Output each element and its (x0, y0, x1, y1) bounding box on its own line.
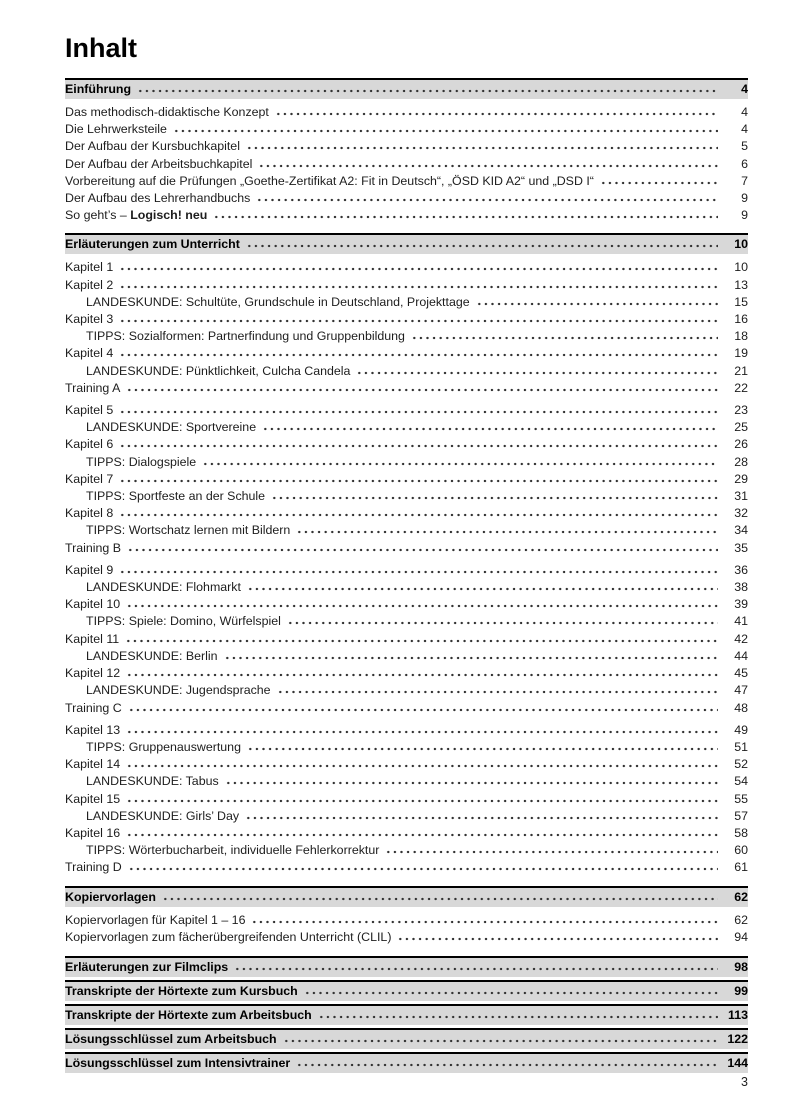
dotted-leader (397, 937, 718, 941)
dotted-leader (356, 371, 718, 375)
toc-entry-label: Training C (65, 700, 122, 715)
toc-entry-label: LANDESKUNDE: Girls’ Day (86, 808, 240, 823)
dotted-leader (126, 799, 718, 803)
toc-entry-page: 48 (734, 700, 748, 715)
toc-entry (65, 454, 748, 471)
toc-entry-label: Kapitel 10 (65, 597, 121, 612)
dotted-leader (119, 267, 718, 271)
toc-entry (65, 436, 748, 453)
toc-entry-page: 18 (734, 329, 748, 344)
toc-entry-label: TIPPS: Wortschatz lernen mit Bildern (86, 523, 291, 538)
toc-entry-page: 10 (734, 237, 748, 252)
toc-entry-page: 28 (734, 454, 748, 469)
toc-entry-label: So geht’s – (65, 208, 131, 223)
toc-entry-label: Der Aufbau der Arbeitsbuchkapitel (65, 156, 253, 171)
dotted-leader (385, 850, 718, 854)
toc-entry-label: Kapitel 2 (65, 277, 114, 292)
toc-entry (65, 311, 748, 328)
dotted-leader (137, 89, 718, 93)
dotted-leader (304, 991, 718, 995)
dotted-leader (246, 244, 718, 248)
toc-entry-page: 21 (734, 363, 748, 378)
dotted-leader (600, 181, 718, 185)
toc-entry (65, 207, 748, 224)
dotted-leader (119, 410, 718, 414)
toc-entry-page: 60 (734, 843, 748, 858)
toc-entry (65, 912, 748, 929)
toc-section-header (65, 1004, 748, 1025)
toc-group (65, 233, 748, 397)
toc-group (65, 78, 748, 224)
toc-entry-page: 47 (734, 683, 748, 698)
toc-entry-page: 26 (734, 437, 748, 452)
toc-entry-label: Das methodisch-didaktische Konzept (65, 105, 269, 119)
toc-entry-label: Kapitel 7 (65, 471, 114, 486)
toc-section-header (65, 1028, 748, 1049)
toc-entry (65, 700, 748, 717)
toc-entry (65, 363, 748, 380)
toc-entry (65, 380, 748, 397)
dotted-leader (277, 690, 718, 694)
toc-entry-page: 4 (741, 105, 748, 119)
dotted-leader (162, 897, 718, 901)
dotted-leader (126, 604, 718, 608)
toc-entry-label: LANDESKUNDE: Berlin (86, 648, 218, 663)
dotted-leader (126, 673, 718, 677)
toc-entry-label: Lösungsschlüssel zum Arbeitsbuch (65, 1031, 277, 1046)
toc-entry-label: Training D (65, 860, 122, 875)
dotted-leader (271, 496, 718, 500)
dotted-leader (119, 285, 718, 289)
toc-entry-page: 49 (734, 722, 748, 737)
toc-group (65, 886, 748, 946)
toc-entry-label: Kapitel 16 (65, 825, 121, 840)
toc-section-header (65, 980, 748, 1001)
toc-entry-label: Kapitel 9 (65, 562, 114, 577)
toc-entry-label: Kopiervorlagen für Kapitel 1 – 16 (65, 912, 246, 927)
dotted-leader (256, 198, 718, 202)
toc-entry-page: 29 (734, 471, 748, 486)
toc-entry-label: Kapitel 13 (65, 722, 121, 737)
toc-entry (65, 104, 748, 121)
toc-entry (65, 631, 748, 648)
toc-entry-page: 15 (734, 294, 748, 309)
toc-entry-page: 45 (734, 666, 748, 681)
toc-entry (65, 596, 748, 613)
toc-entry-page: 62 (734, 912, 748, 927)
dotted-leader (262, 427, 718, 431)
toc-entry-page: 122 (727, 1031, 748, 1046)
dotted-leader (318, 1015, 718, 1019)
toc-entry-page: 9 (741, 208, 748, 223)
toc-group (65, 562, 748, 717)
toc-entry-page: 61 (734, 860, 748, 875)
toc-entry (65, 722, 748, 739)
dotted-leader (476, 302, 718, 306)
toc-entry-page: 16 (734, 312, 748, 327)
toc-entry (65, 540, 748, 557)
toc-entry (65, 613, 748, 630)
toc-entry-label: LANDESKUNDE: Flohmarkt (86, 580, 241, 595)
toc-entry-label-bold: Logisch! neu (130, 208, 208, 223)
toc-section-header (65, 956, 748, 977)
dotted-leader (126, 388, 718, 392)
toc-entry (65, 808, 748, 825)
toc-entry (65, 825, 748, 842)
page-title: Inhalt (65, 33, 137, 63)
toc-entry (65, 682, 748, 699)
toc-entry-label: Training B (65, 540, 122, 555)
toc-entry-page: 39 (734, 597, 748, 612)
toc-entry-page: 10 (734, 260, 748, 275)
dotted-leader (275, 112, 718, 116)
toc-entry (65, 294, 748, 311)
toc-entry-label: TIPPS: Sozialformen: Partnerfindung und Gruppenbildung (86, 329, 405, 344)
toc-entry-page: 6 (741, 156, 748, 171)
toc-entry-page: 62 (734, 889, 748, 904)
dotted-leader (224, 656, 718, 660)
dotted-leader (119, 513, 718, 517)
toc-entry-page: 32 (734, 506, 748, 521)
toc-entry (65, 505, 748, 522)
toc-entry-label: Kapitel 15 (65, 791, 121, 806)
toc-entry-label: Transkripte der Hörtexte zum Kursbuch (65, 983, 298, 998)
toc-entry-label: Training A (65, 380, 121, 395)
toc-entry-page: 9 (741, 191, 748, 206)
dotted-leader (173, 129, 718, 133)
toc-entry (65, 259, 748, 276)
toc-entry (65, 345, 748, 362)
toc-entry-label: Transkripte der Hörtexte zum Arbeitsbuch (65, 1007, 312, 1022)
toc-entry-label: Erläuterungen zum Unterricht (65, 237, 240, 252)
toc-entry (65, 156, 748, 173)
dotted-leader (411, 336, 718, 340)
toc-entry (65, 579, 748, 596)
toc-entry-label: TIPPS: Dialogspiele (86, 454, 197, 469)
dotted-leader (296, 1063, 718, 1067)
page-number: 3 (741, 1075, 748, 1089)
toc-entry (65, 471, 748, 488)
toc-section-header (65, 886, 748, 907)
toc-content (65, 33, 748, 1073)
toc-section-header (65, 78, 748, 99)
toc-entry-label: LANDESKUNDE: Schultüte, Grundschule in Deutschland, Projekttage (86, 294, 470, 309)
toc-entry (65, 773, 748, 790)
toc-entry (65, 277, 748, 294)
toc-entry-page: 34 (734, 523, 748, 538)
toc-entry-page: 44 (734, 648, 748, 663)
toc-entry (65, 121, 748, 138)
dotted-leader (247, 747, 718, 751)
toc-entry-label: Kapitel 6 (65, 437, 114, 452)
toc-entry-label: Kapitel 14 (65, 757, 121, 772)
toc-entry (65, 522, 748, 539)
toc-entry-label: Die Lehrwerksteile (65, 122, 167, 137)
toc-entry-page: 25 (734, 420, 748, 435)
toc-entry (65, 859, 748, 876)
toc-entry-label: Erläuterungen zur Filmclips (65, 959, 229, 974)
toc-entry-label: Vorbereitung auf die Prüfungen „Goethe-Zertifikat A2: Fit in Deutsch“, „ÖSD KID A2“ und „DSD I“ (65, 173, 594, 188)
toc-entry (65, 328, 748, 345)
toc-group (65, 722, 748, 877)
dotted-leader (119, 353, 718, 357)
toc-entry-label: Kapitel 1 (65, 260, 114, 275)
toc-entry-page: 113 (728, 1007, 748, 1022)
toc-entry (65, 791, 748, 808)
toc-entry-page: 52 (734, 757, 748, 772)
toc-entry-label: LANDESKUNDE: Pünktlichkeit, Culcha Candela (86, 363, 351, 378)
toc-entry-page: 51 (734, 739, 748, 754)
dotted-leader (202, 462, 718, 466)
toc-group (65, 956, 748, 977)
dotted-leader (225, 781, 718, 785)
toc-entry-label: Kapitel 5 (65, 403, 114, 418)
toc-entry (65, 419, 748, 436)
toc-group (65, 1028, 748, 1049)
toc-entry-label: Kopiervorlagen (65, 889, 156, 904)
dotted-leader (296, 530, 718, 534)
dotted-leader (251, 920, 718, 924)
dotted-leader (213, 215, 718, 219)
dotted-leader (246, 146, 718, 150)
toc-entry-page: 4 (741, 122, 748, 137)
toc-entry-page: 144 (727, 1055, 748, 1070)
toc-entry (65, 190, 748, 207)
dotted-leader (127, 548, 718, 552)
toc-entry-label: Kopiervorlagen zum fächerübergreifenden Unterricht (CLIL) (65, 929, 392, 944)
toc-entry-page: 42 (734, 631, 748, 646)
toc-entry-label: Kapitel 4 (65, 346, 114, 361)
dotted-leader (126, 833, 718, 837)
toc-entry (65, 665, 748, 682)
toc-entry-label: TIPPS: Spiele: Domino, Würfelspiel (86, 614, 281, 629)
toc-entry-page: 5 (741, 139, 748, 154)
toc-entry-label: Kapitel 11 (65, 631, 120, 646)
toc-entry-page: 94 (734, 929, 748, 944)
toc-entry-page: 99 (734, 983, 748, 998)
dotted-leader (247, 587, 718, 591)
toc-entry (65, 138, 748, 155)
toc-entry-page: 19 (734, 346, 748, 361)
dotted-leader (125, 639, 718, 643)
toc-entry-page: 36 (734, 562, 748, 577)
dotted-leader (119, 570, 718, 574)
toc-entry-label: Kapitel 3 (65, 312, 114, 327)
toc-section-header (65, 1052, 748, 1073)
toc-entry-label: Lösungsschlüssel zum Intensivtrainer (65, 1055, 291, 1070)
dotted-leader (119, 319, 718, 323)
toc-entry (65, 739, 748, 756)
toc-group (65, 980, 748, 1001)
toc-entry-label: Der Aufbau der Kursbuchkapitel (65, 139, 240, 154)
toc-group (65, 1052, 748, 1073)
toc-entry-label: LANDESKUNDE: Sportvereine (86, 420, 257, 435)
toc-entry-label: LANDESKUNDE: Tabus (86, 774, 219, 789)
toc-entry-page: 7 (741, 173, 748, 188)
dotted-leader (283, 1039, 718, 1043)
toc-section-header (65, 233, 748, 254)
toc-entry (65, 488, 748, 505)
toc-entry-page: 57 (734, 808, 748, 823)
toc-entry-page: 35 (734, 540, 748, 555)
toc-entry-page: 54 (734, 774, 748, 789)
toc-entry-page: 4 (741, 82, 748, 96)
toc-entry (65, 756, 748, 773)
toc-entry (65, 648, 748, 665)
dotted-leader (245, 816, 718, 820)
toc-group (65, 402, 748, 557)
dotted-leader (126, 730, 718, 734)
toc-entry (65, 929, 748, 946)
toc-entry-page: 41 (734, 614, 748, 629)
toc-entry-page: 98 (734, 959, 748, 974)
toc-entry-label: LANDESKUNDE: Jugendsprache (86, 683, 271, 698)
toc-entry-label: Kapitel 8 (65, 506, 114, 521)
toc-group (65, 1004, 748, 1025)
toc-entry-label: TIPPS: Wörterbucharbeit, individuelle Fehlerkorrektur (86, 843, 380, 858)
toc-entry (65, 402, 748, 419)
toc-entry-page: 31 (734, 489, 748, 504)
toc-entry (65, 173, 748, 190)
toc-entry (65, 562, 748, 579)
toc-entry-page: 23 (734, 403, 748, 418)
toc-entry-page: 13 (734, 277, 748, 292)
dotted-leader (128, 867, 718, 871)
dotted-leader (119, 479, 718, 483)
dotted-leader (128, 708, 718, 712)
dotted-leader (119, 444, 718, 448)
toc (65, 78, 748, 1073)
toc-entry-label: TIPPS: Gruppenauswertung (86, 739, 241, 754)
toc-entry-page: 22 (734, 380, 748, 395)
dotted-leader (126, 764, 718, 768)
dotted-leader (287, 621, 718, 625)
toc-entry-page: 55 (734, 791, 748, 806)
toc-entry-page: 58 (734, 825, 748, 840)
toc-entry-label: Kapitel 12 (65, 666, 121, 681)
toc-entry-label: Einführung (65, 82, 132, 96)
dotted-leader (234, 967, 718, 971)
dotted-leader (258, 164, 718, 168)
toc-entry-label: TIPPS: Sportfeste an der Schule (86, 489, 266, 504)
toc-entry-page: 38 (734, 580, 748, 595)
toc-entry (65, 842, 748, 859)
toc-entry-label: Der Aufbau des Lehrerhandbuchs (65, 191, 251, 206)
